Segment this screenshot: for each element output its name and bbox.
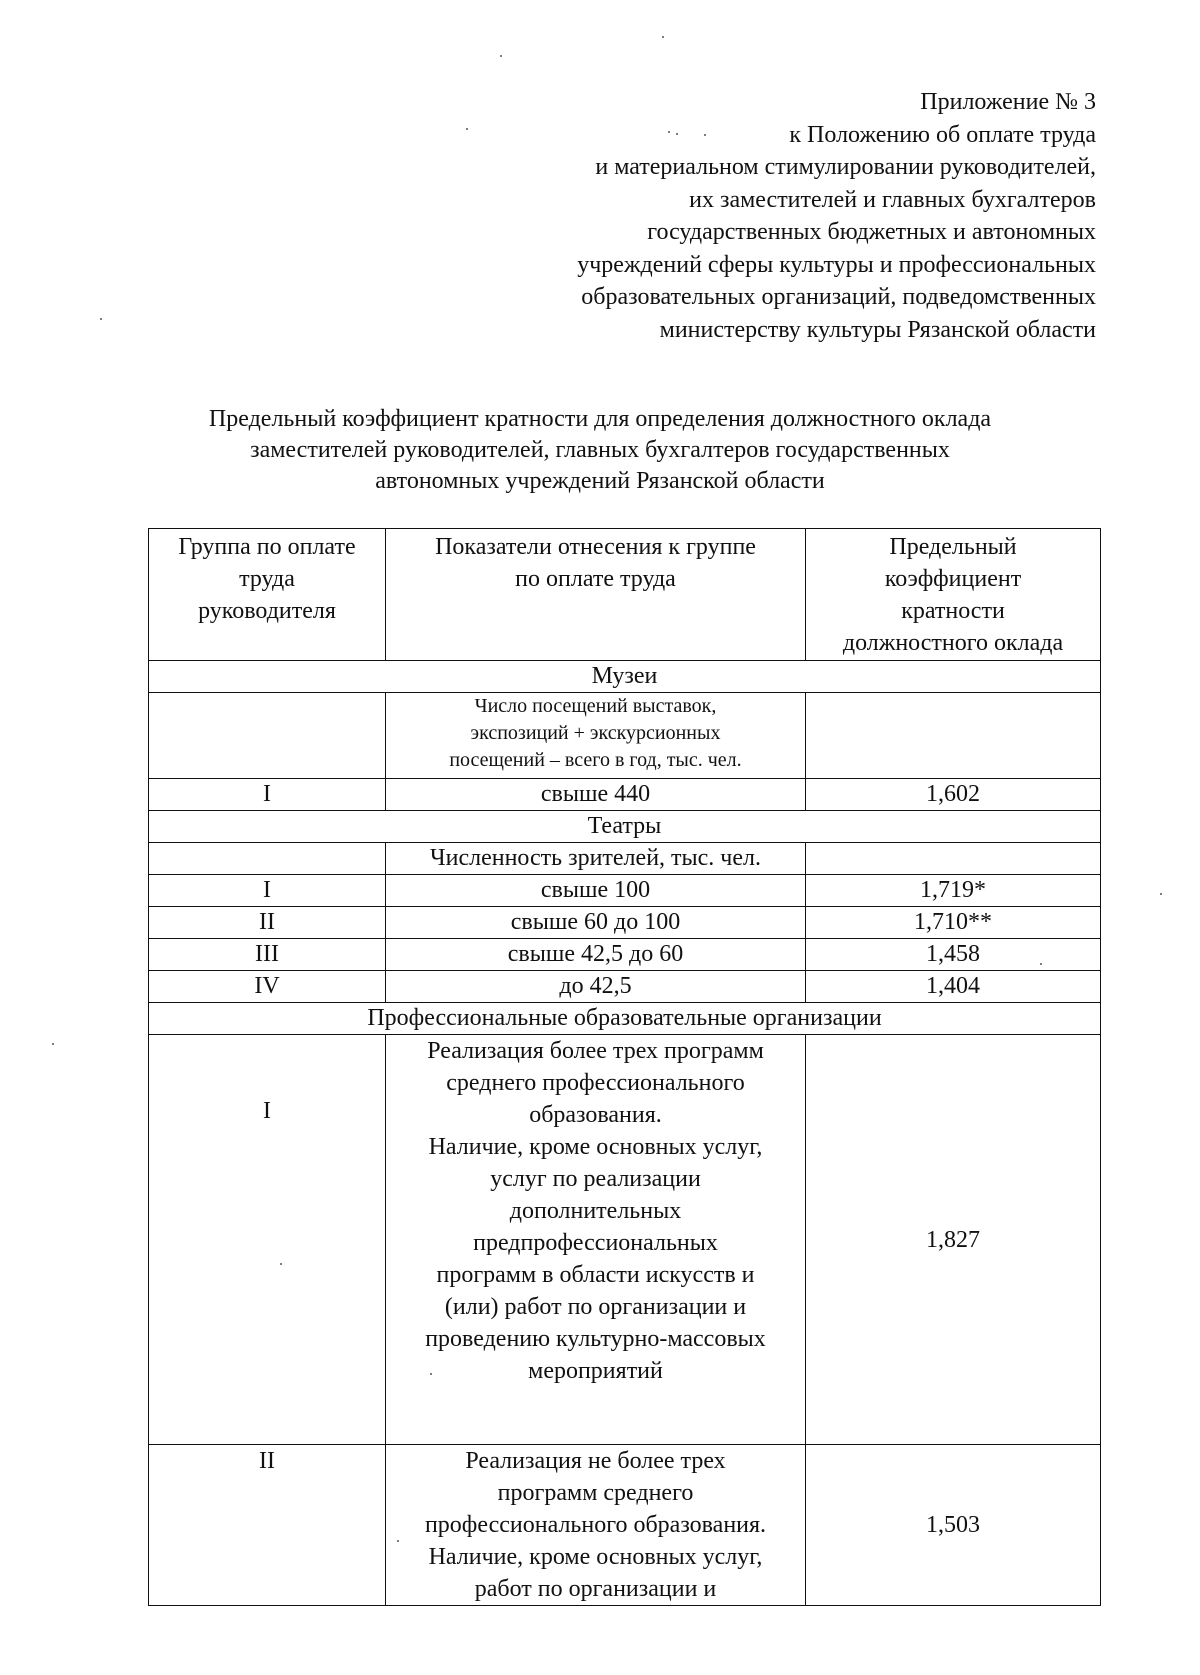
indicator-text: посещений – всего в год, тыс. чел. — [449, 749, 742, 771]
scan-speck — [280, 1263, 282, 1265]
section-title: Театры — [149, 811, 1101, 843]
criterion-cell: свыше 60 до 100 — [386, 907, 806, 939]
section-row-schools — [149, 1003, 1101, 1035]
appendix-line: к Положению об оплате труда — [789, 121, 1096, 148]
table-row — [149, 1035, 1101, 1445]
criterion-text: проведению культурно-массовых — [425, 1326, 766, 1352]
criterion-cell: до 42,5 — [386, 971, 806, 1003]
group-cell: I — [149, 875, 386, 907]
header-coefficient — [806, 529, 1101, 661]
appendix-line: образовательных организаций, подведомственных — [581, 284, 1096, 310]
section-row-theatres — [149, 811, 1101, 843]
header-text: коэффициент — [884, 566, 1022, 592]
criterion-text: предпрофессиональных — [473, 1230, 718, 1256]
criterion-text: программ в области искусств и — [436, 1262, 755, 1288]
criterion-text: Реализация более трех программ — [427, 1038, 764, 1064]
scan-speck — [52, 1043, 54, 1045]
table-cell-empty — [149, 693, 386, 779]
header-criterion — [386, 529, 806, 661]
appendix-line: и материальном стимулировании руководителей, — [595, 154, 1096, 180]
criterion-text: программ среднего — [497, 1480, 694, 1506]
coefficient-cell: 1,827 — [806, 1035, 1101, 1445]
indicator-cell — [386, 693, 806, 779]
appendix-line: учреждений сферы культуры и профессиональных — [577, 251, 1096, 278]
table-row — [149, 875, 1101, 907]
header-text: по оплате труда — [515, 566, 676, 592]
coefficient-cell: 1,719* — [806, 875, 1101, 907]
criterion-text: среднего профессионального — [446, 1070, 745, 1096]
appendix-header — [577, 86, 1096, 346]
coefficient-cell: 1,710** — [806, 907, 1101, 939]
header-text: труда — [239, 566, 295, 592]
table-row — [149, 939, 1101, 971]
group-cell: II — [149, 1445, 386, 1606]
scan-speck — [430, 1373, 432, 1375]
criterion-text: Наличие, кроме основных услуг, — [428, 1544, 763, 1570]
scan-speck — [466, 128, 468, 130]
header-text: Группа по оплате — [178, 534, 356, 560]
criterion-cell — [386, 1445, 806, 1606]
group-cell: IV — [149, 971, 386, 1003]
table-cell-empty — [806, 693, 1101, 779]
group-cell: I — [149, 1035, 386, 1445]
section-title: Музеи — [149, 661, 1101, 693]
section-row-museums — [149, 661, 1101, 693]
scan-speck — [1160, 893, 1162, 895]
appendix-line: их заместителей и главных бухгалтеров — [689, 186, 1096, 213]
criterion-text: Реализация не более трех — [465, 1448, 726, 1474]
scan-speck — [397, 1540, 399, 1542]
criterion-cell — [386, 1035, 806, 1445]
group-cell: I — [149, 779, 386, 811]
header-text: руководителя — [198, 598, 336, 624]
table-cell-empty — [149, 843, 386, 875]
scan-speck — [704, 134, 706, 136]
appendix-line: министерству культуры Рязанской области — [659, 316, 1096, 343]
criterion-text: дополнительных — [509, 1198, 682, 1224]
criterion-text: профессионального образования. — [424, 1512, 767, 1538]
indicator-text: Число посещений выставок, — [474, 695, 717, 717]
scan-speck — [500, 55, 502, 57]
header-text: кратности — [901, 598, 1005, 624]
group-cell: III — [149, 939, 386, 971]
table-row — [149, 907, 1101, 939]
indicator-text: экспозиций + экскурсионных — [470, 722, 721, 744]
header-text: должностного оклада — [842, 630, 1064, 656]
indicator-row-theatres — [149, 843, 1101, 875]
header-text: Предельный — [889, 534, 1017, 560]
title-line: автономных учреждений Рязанской области — [375, 468, 825, 494]
criterion-text: работ по организации и — [474, 1576, 717, 1602]
scan-speck — [676, 133, 678, 135]
table-row — [149, 971, 1101, 1003]
criterion-text: Наличие, кроме основных услуг, — [428, 1134, 763, 1160]
coefficient-table — [148, 528, 1101, 1606]
indicator-cell: Численность зрителей, тыс. чел. — [386, 843, 806, 875]
table-row — [149, 1445, 1101, 1606]
header-group — [149, 529, 386, 661]
coefficient-cell: 1,404 — [806, 971, 1101, 1003]
scan-speck — [1040, 963, 1042, 965]
scan-speck — [668, 131, 670, 133]
section-title: Профессиональные образовательные организации — [149, 1003, 1101, 1035]
indicator-row-museums — [149, 693, 1101, 779]
criterion-text: услуг по реализации — [490, 1166, 701, 1192]
appendix-line: Приложение № 3 — [920, 89, 1096, 115]
header-text: Показатели отнесения к группе — [435, 534, 756, 560]
title-line: заместителей руководителей, главных бухгалтеров государственных — [250, 437, 950, 463]
scan-speck — [100, 318, 102, 320]
group-cell: II — [149, 907, 386, 939]
criterion-cell: свыше 440 — [386, 779, 806, 811]
table-row — [149, 779, 1101, 811]
appendix-line: государственных бюджетных и автономных — [647, 219, 1096, 245]
criterion-text: мероприятий — [528, 1358, 663, 1384]
title-line: Предельный коэффициент кратности для определения должностного оклада — [208, 406, 992, 432]
coefficient-cell: 1,503 — [806, 1445, 1101, 1606]
criterion-cell: свыше 42,5 до 60 — [386, 939, 806, 971]
coefficient-cell: 1,458 — [806, 939, 1101, 971]
criterion-text: образования. — [529, 1102, 662, 1128]
criterion-cell: свыше 100 — [386, 875, 806, 907]
criterion-text: (или) работ по организации и — [444, 1294, 747, 1320]
coefficient-cell: 1,602 — [806, 779, 1101, 811]
table-header-row — [149, 529, 1101, 661]
scan-speck — [662, 36, 664, 38]
document-title — [60, 404, 1140, 497]
table-cell-empty — [806, 843, 1101, 875]
